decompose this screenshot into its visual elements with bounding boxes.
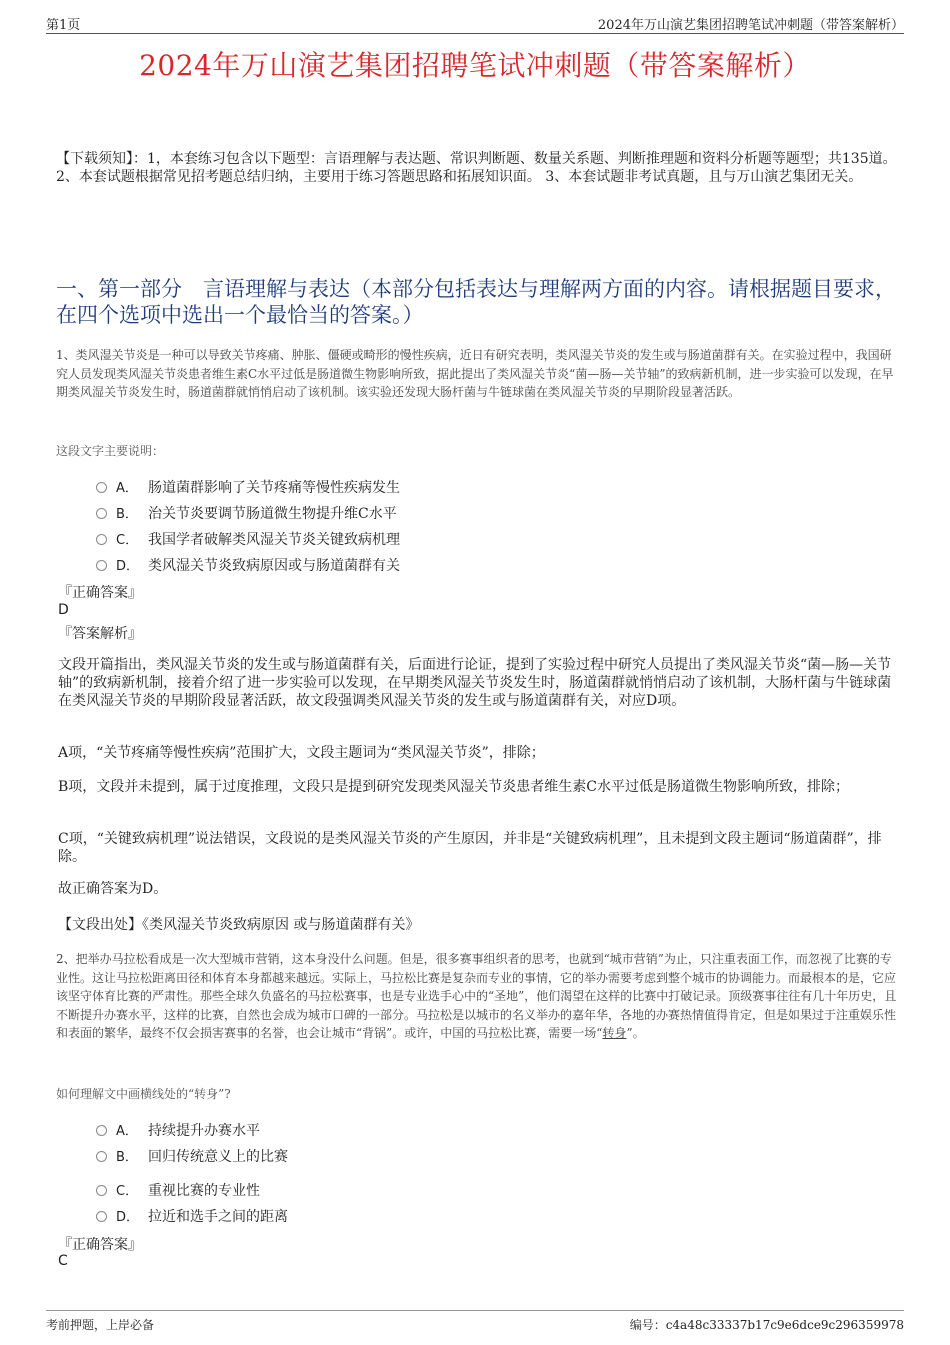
q1-answer-label: 『正确答案』: [58, 585, 142, 601]
radio-icon[interactable]: [96, 1185, 107, 1196]
q2-text-end: ”。: [626, 1026, 645, 1040]
option-letter: C．: [116, 1184, 139, 1199]
q1-analysis-paragraph: A项，“关节疼痛等慢性疾病”范围扩大，文段主题词为“类风湿关节炎”，排除；: [58, 745, 545, 761]
question-2-prompt: 如何理解文中画横线处的“转身”?: [56, 1087, 231, 1101]
footer-slogan: 考前押题，上岸必备: [46, 1318, 155, 1332]
radio-icon[interactable]: [96, 1211, 107, 1222]
option-text: 重视比赛的专业性: [148, 1183, 260, 1199]
question-1-text: 1、类风湿关节炎是一种可以导致关节疼痛、肿胀、僵硬或畸形的慢性疾病，近日有研究表明，类风湿关节炎的发生或与肠道菌群有关。在实验过程中，我国研究人员发现类风湿关节炎患者维生素C水平过低是肠道微生物影响所致，据此提出了类风湿关节炎“菌—肠—关节轴”的致病新机制，进一步实验可以发现，在早期类风湿关节炎发生时，肠道菌群就悄悄启动了该机制。该实验还发现大肠杆菌与牛链球菌在类风湿关节炎的早期阶段显著活跃。: [56, 348, 894, 399]
radio-icon[interactable]: [96, 1125, 107, 1136]
q1-answer: D: [58, 602, 69, 618]
q2-answer: C: [58, 1253, 68, 1269]
radio-icon[interactable]: [96, 534, 107, 545]
footer-serial: 编号：c4a48c33337b17c9e6dce9c296359978: [629, 1318, 904, 1332]
option-letter: B．: [116, 507, 138, 522]
page-number: 第1页: [46, 18, 81, 33]
q1-option-a[interactable]: [96, 477, 400, 497]
q2-option-b[interactable]: [96, 1146, 288, 1166]
download-notice: 【下载须知】：1，本套练习包含以下题型：言语理解与表达题、常识判断题、数量关系题、判断推理题和资料分析题等题型；共135道。 2、本套试题根据常见招考题总结归纳，主要用于练习答题思路和拓展知识面。 3、本套试题非考试真题，且与万山演艺集团无关。: [56, 151, 897, 185]
option-letter: A．: [116, 481, 138, 496]
q1-option-c[interactable]: [96, 529, 400, 549]
q2-option-a[interactable]: [96, 1120, 260, 1140]
header-doc-title: 2024年万山演艺集团招聘笔试冲刺题（带答案解析）: [597, 18, 904, 33]
q1-analysis-paragraph: C项，“关键致病机理”说法错误，文段说的是类风湿关节炎的产生原因，并非是“关键致病机理”，且未提到文段主题词“肠道菌群”，排除。: [58, 831, 882, 865]
option-text: 持续提升办赛水平: [148, 1123, 260, 1139]
q2-option-c[interactable]: [96, 1180, 260, 1200]
option-text: 肠道菌群影响了关节疼痛等慢性疾病发生: [148, 480, 400, 496]
option-letter: B．: [116, 1150, 138, 1165]
option-letter: D．: [116, 1210, 140, 1225]
radio-icon[interactable]: [96, 560, 107, 571]
q1-analysis-paragraph: 文段开篇指出，类风湿关节炎的发生或与肠道菌群有关，后面进行论证，提到了实验过程中研究人员提出了类风湿关节炎“菌—肠—关节轴”的致病新机制，接着介绍了进一步实验可以发现，在早期类风湿关节炎发生时，肠道菌群就悄悄启动了该机制，大肠杆菌与牛链球菌在类风湿关节炎的早期阶段显著活跃，故文段强调类风湿关节炎的发生或与肠道菌群有关，对应D项。: [58, 657, 892, 709]
q2-underlined-word: 转身: [602, 1026, 627, 1040]
radio-icon[interactable]: [96, 1151, 107, 1162]
q1-analysis-label: 『答案解析』: [58, 626, 142, 642]
option-letter: A．: [116, 1124, 138, 1139]
option-letter: C．: [116, 533, 139, 548]
option-text: 治关节炎要调节肠道微生物提升维C水平: [148, 506, 397, 522]
question-2-text: [56, 950, 901, 1043]
q1-analysis-paragraph: 故正确答案为D。: [58, 881, 168, 897]
option-text: 回归传统意义上的比赛: [148, 1149, 288, 1165]
header-divider: [46, 33, 904, 34]
q1-analysis-paragraph: B项，文段并未提到，属于过度推理，文段只是提到研究发现类风湿关节炎患者维生素C水平过低是肠道微生物影响所致，排除；: [58, 779, 849, 795]
option-text: 类风湿关节炎致病原因或与肠道菌群有关: [148, 558, 400, 574]
document-title: 2024年万山演艺集团招聘笔试冲刺题（带答案解析）: [139, 49, 811, 82]
q1-source: 【文段出处】《类风湿关节炎致病原因 或与肠道菌群有关》: [58, 917, 420, 933]
radio-icon[interactable]: [96, 482, 107, 493]
q2-answer-label: 『正确答案』: [58, 1237, 142, 1253]
option-text: 拉近和选手之间的距离: [148, 1209, 288, 1225]
q1-option-d[interactable]: [96, 555, 400, 575]
option-text: 我国学者破解类风湿关节炎关键致病机理: [148, 532, 400, 548]
footer-divider: [46, 1310, 904, 1311]
q1-option-b[interactable]: [96, 503, 397, 523]
radio-icon[interactable]: [96, 508, 107, 519]
q2-text-main: 2、把举办马拉松看成是一次大型城市营销，这本身没什么问题。但是，很多赛事组织者的思考，也就到“城市营销”为止，只注重表面工作，而忽视了比赛的专业性。这让马拉松距离田径和体育本身都越来越远。实际上，马拉松比赛是复杂而专业的事情，它的举办需要考虑到整个城市的协调能力。而最根本的是，它应该坚守体育比赛的严肃性。那些全球久负盛名的马拉松赛事，也是专业选手心中的“圣地”，他们渴望在这样的比赛中打破记录。顶级赛事往往有几十年历史，且不断提升办赛水平，这样的比赛，自然也会成为城市口碑的一部分。马拉松是以城市的名义举办的嘉年华，各地的办赛热情值得肯定，但是如果过于注重娱乐性和表面的繁华，最终不仅会损害赛事的名誉，也会让城市“背锅”。或许，中国的马拉松比赛，需要一场“: [56, 952, 897, 1040]
section-heading: 一、第一部分 言语理解与表达（本部分包括表达与理解两方面的内容。请根据题目要求，在四个选项中选出一个最恰当的答案。）: [56, 277, 896, 327]
question-1-prompt: 这段文字主要说明：: [56, 444, 165, 458]
q2-option-d[interactable]: [96, 1206, 288, 1226]
option-letter: D．: [116, 559, 140, 574]
